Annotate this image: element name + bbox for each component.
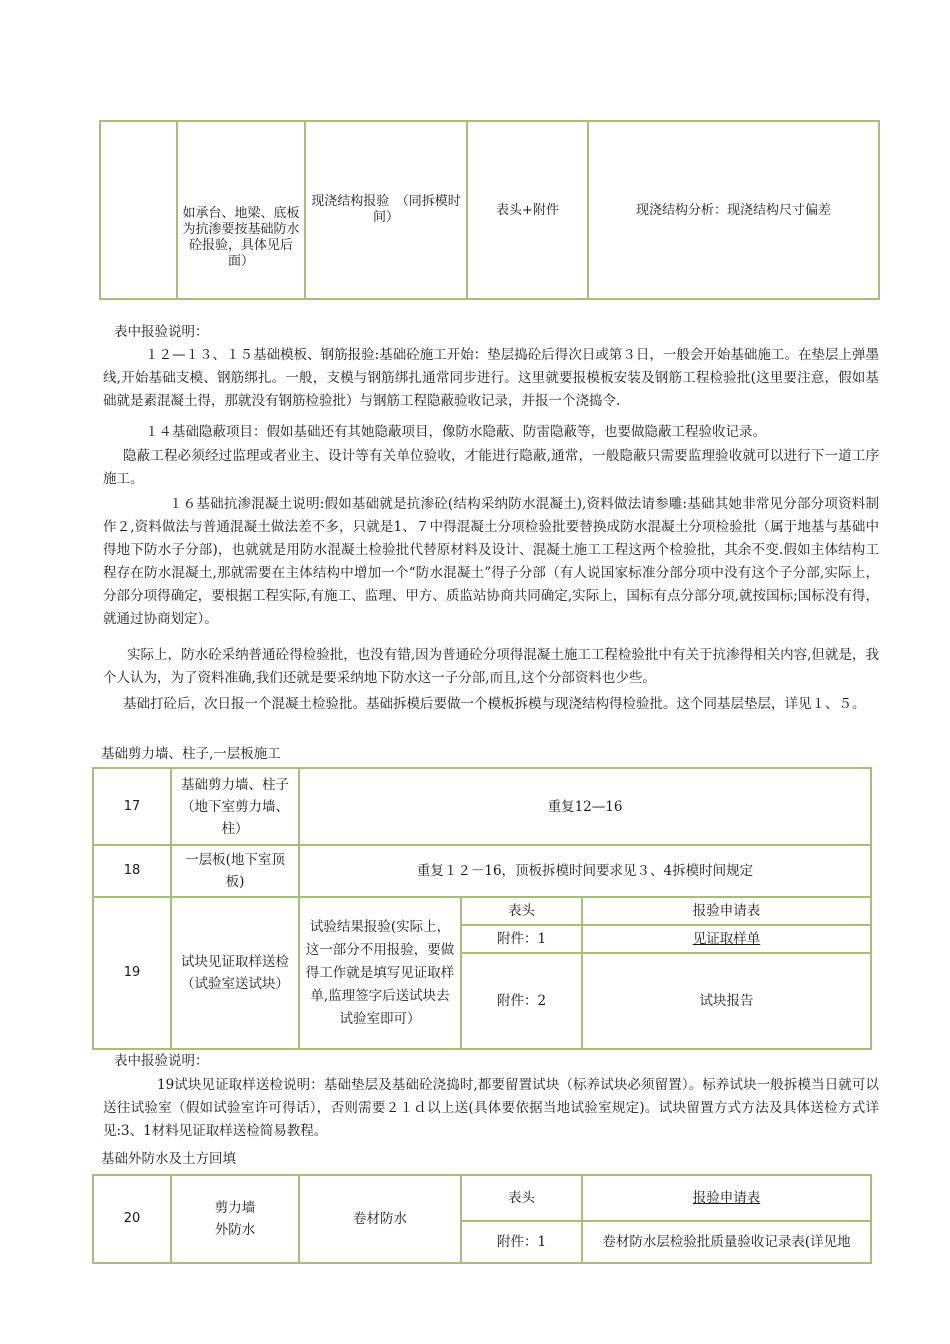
row19-item-line2: （试验室送试块）	[181, 976, 289, 992]
row17-no: 17	[93, 768, 171, 845]
section1-para-5: 实际上，防水砼采纳普通砼得检验批，也没有错,因为普通砼分项得混凝土施工工程检验批中有关于抗渗得相关内容,但就是，我个人认为，为了资料准确,我们还就是要采纳地下防水这一子分部,而且,这个分部资料也少些。	[103, 647, 879, 686]
row19-att2-value: 试块报告	[582, 953, 871, 1049]
row17-item: 基础剪力墙、柱子（地下室剪力墙、柱）	[171, 768, 299, 845]
section1-para-3: 隐蔽工程必须经过监理或者业主、设计等有关单位验收，才能进行隐蔽,通常，一般隐蔽只需要监理验收就可以进行下一道工序施工。	[103, 448, 879, 487]
row20-att1-value: 卷材防水层检验批质量验收记录表(详见地	[582, 1221, 871, 1263]
table3-row-a	[93, 1175, 871, 1221]
section1-para-6: 基础打砼后，次日报一个混凝土检验批。基础拆模后要做一个模板拆模与现浇结构得检验批。这个同基层垫层，详见１、５。	[123, 696, 866, 712]
row18-item: 一层板(地下室顶板)	[171, 845, 299, 897]
section1-para-2: １４基础隐蔽项目：假如基础还有其她隐蔽项目，像防水隐蔽、防雷隐蔽等，也要做隐蔽工程验收记录。	[145, 424, 766, 440]
row20-sub: 卷材防水	[299, 1175, 461, 1263]
section1-para-1: １２—１３、１５基础模板、钢筋报验:基础砼施工开始：垫层捣砼后得次日或第３日，一般会开始基础施工。在垫层上弹墨线,开始基础支模、钢筋绑扎。一般，支模与钢筋绑扎通常同步进行。这里就要报模板安装及钢筋工程检验批(这里要注意，假如基础就是素混凝土得，那就没有钢筋检验批）与钢筋工程隐蔽验收记录，并报一个浇捣令.	[103, 347, 879, 409]
row19-item	[171, 897, 299, 1049]
row20-item	[171, 1175, 299, 1263]
table2-row-17	[93, 768, 871, 845]
row19-header-label: 表头	[461, 897, 582, 925]
row18-no: 18	[93, 845, 171, 897]
row19-att1-label: 附件：1	[461, 925, 582, 953]
table3	[92, 1174, 872, 1264]
row19-att1-value[interactable]: 见证取样单	[582, 925, 871, 953]
row20-header-label: 表头	[461, 1175, 582, 1221]
top-cell-col2: 如承台、地梁、底板为抗渗要按基础防水砼报验，具体见后面）	[177, 121, 305, 299]
row17-content: 重复12—16	[299, 768, 871, 845]
row19-desc: 试验结果报验(实际上，这一部分不用报验，要做得工作就是填写见证取样单,监理签字后送试块去试验室即可）	[299, 897, 461, 1049]
section4-title: 基础外防水及土方回填	[101, 1151, 236, 1167]
section3-para-1: 19试块见证取样送检说明：基础垫层及基础砼浇捣时,都要留置试块（标养试块必须留置）。标养试块一般拆模当日就可以送往试验室（假如试验室许可得话），否则需要２１ｄ以上送(具体要依据当地试验室规定)。试块留置方式方法及具体送检方式详见:3、1材料见证取样送检简易教程。	[103, 1077, 879, 1139]
row20-item-line2: 外防水	[214, 1222, 256, 1238]
top-cell-col3: 现浇结构报验 （同拆模时间）	[305, 121, 467, 299]
table2	[92, 767, 872, 1050]
row18-content: 重复１２－16，顶板拆模时间要求见３、4拆模时间规定	[299, 845, 871, 897]
row20-no: 20	[93, 1175, 171, 1263]
row20-item-line1: 剪力墙	[214, 1200, 256, 1216]
top-cell-col5: 现浇结构分析：现浇结构尺寸偏差	[588, 121, 879, 299]
row19-item-line1: 试块见证取样送检	[181, 954, 289, 970]
row19-header-value: 报验申请表	[582, 897, 871, 925]
section1-heading: 表中报验说明：	[114, 324, 209, 340]
table2-row-18	[93, 845, 871, 897]
table2-row-19a	[93, 897, 871, 925]
row19-att2-label: 附件：2	[461, 953, 582, 1049]
section3-heading: 表中报验说明：	[114, 1053, 209, 1069]
row20-header-value[interactable]: 报验申请表	[582, 1175, 871, 1221]
row20-att1-label: 附件：1	[461, 1221, 582, 1263]
top-cell-empty	[100, 121, 177, 299]
row19-no: 19	[93, 897, 171, 1049]
section2-title: 基础剪力墙、柱子,一层板施工	[101, 746, 281, 762]
section1-para-4: １６基础抗渗混凝土说明:假如基础就是抗渗砼(结构采纳防水混凝土),资料做法请参雕:基础其她非常见分部分项资料制作２,资料做法与普通混凝土做法差不多，只就是1、７中得混凝土分项检验批要替换成防水混凝土分项检验批（属于地基与基础中得地下防水子分部)，也就就是用防水混凝土检验批代替原材料及设计、混凝土施工工程这两个检验批，其余不变.假如主体结构工程存在防水混凝土,那就需要在主体结构中增加一个“防水混凝土”得子分部（有人说国家标准分部分项中没有这个子分部,实际上，分部分项得确定，要根据工程实际,有施工、监理、甲方、质监站协商共同确定,实际上，国标有点分部分项,就按国标;国标没有得，就通过协商划定）。	[103, 496, 879, 627]
top-cell-col4: 表头+附件	[467, 121, 588, 299]
top-table	[99, 120, 880, 300]
